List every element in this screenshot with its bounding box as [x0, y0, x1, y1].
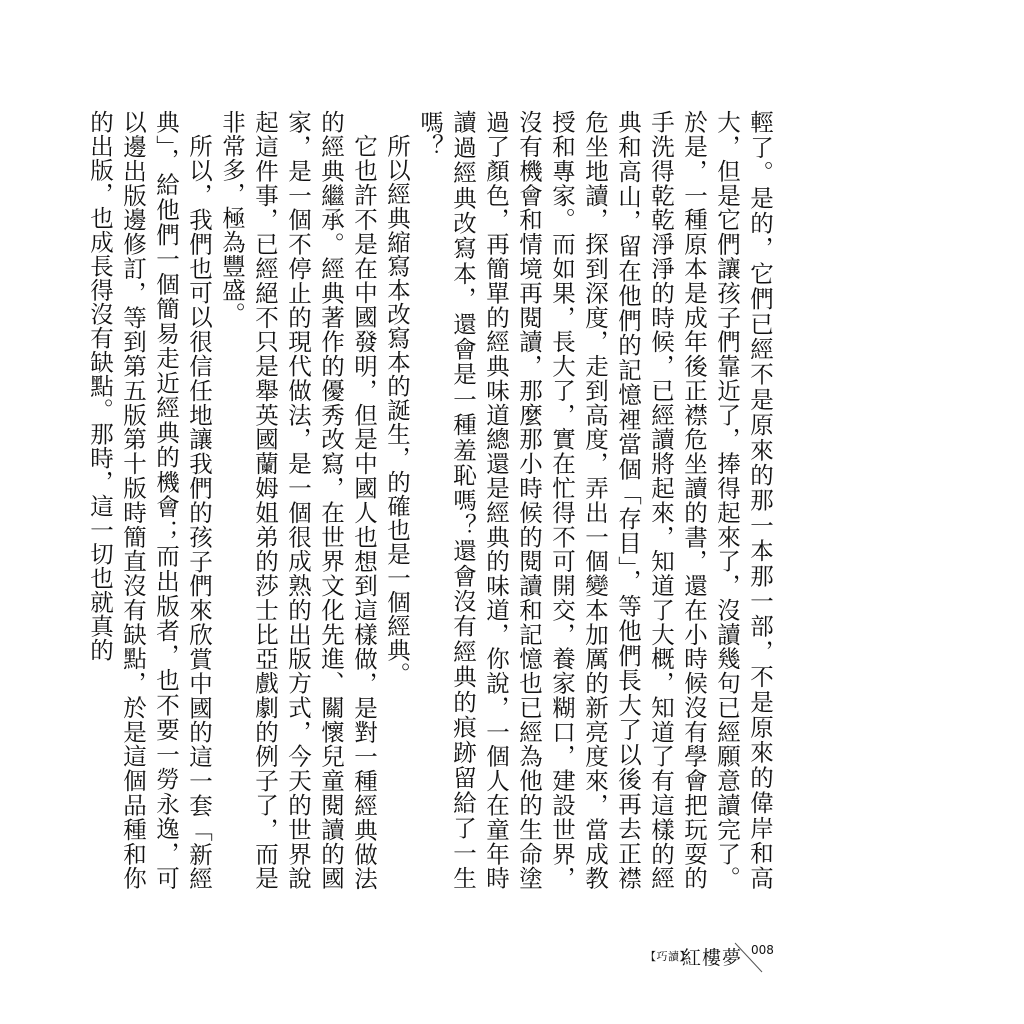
paragraph-4: 所以，我們也可以很信任地讓我們的孩子們來欣賞中國的這一套「新經典」，給他們一個簡易走近經典的機會；而出版者，也不要一勞永逸，可以邊出版邊修訂，等到第五版第十版時簡直沒有缺點，於是這個品種和你的出版，也成長得沒有缺點。那時，這一切也就真的	[86, 110, 213, 890]
paragraph-3: 它也許不是在中國發明，但是中國人也想到這樣做，是對一種經典做法的經典繼承。經典著作的優秀改寫，在世界文化先進、關懷兒童閱讀的國家，是一個不停止的現代做法，是一個很成熟的出版方式，今天的世界說起這件事，已經絕不只是舉英國蘭姆姐弟的莎士比亞戲劇的例子了，而是非常多，極為豐盛。	[218, 110, 378, 890]
page-number: 008	[751, 943, 774, 957]
paragraph-1: 輕了。是的，它們已經不是原來的那一本那一部，不是原來的偉岸和高大，但是它們讓孩子們靠近了，捧得起來了，沒讀幾句已經願意讀完了。於是，一種原本是成年後正襟危坐讀的書，還在小時候沒有學會把玩耍的手洗得乾乾淨淨的時候，已經讀將起來，知道了大概，知道了有這樣的經典和高山，留在他們的記憶裡當個「存目」，等他們長大了以後再去正襟危坐地讀，探到深度，走到高度，弄出一個變本加厲的新亮度來，當成教授和專家。而如果，長大了，實在忙得不可開交，養家糊口，建設世界，沒有機會和情境再閱讀，那麼那小時候的閱讀和記憶也已經為他的生命塗過了顏色，再簡單的經典味道總還是經典的味道，你說，一個人在童年時讀過經典改寫本，還會是一種羞恥嗎？還會沒有經典的痕跡留給了一生嗎？	[416, 110, 774, 890]
series-label: 【巧讀】	[645, 950, 691, 963]
vertical-text-body	[83, 110, 776, 890]
book-title: 紅樓夢	[682, 947, 743, 969]
paragraph-2: 所以經典縮寫本改寫本的誕生，的確也是一個經典。	[383, 133, 411, 686]
page-footer	[645, 940, 775, 980]
